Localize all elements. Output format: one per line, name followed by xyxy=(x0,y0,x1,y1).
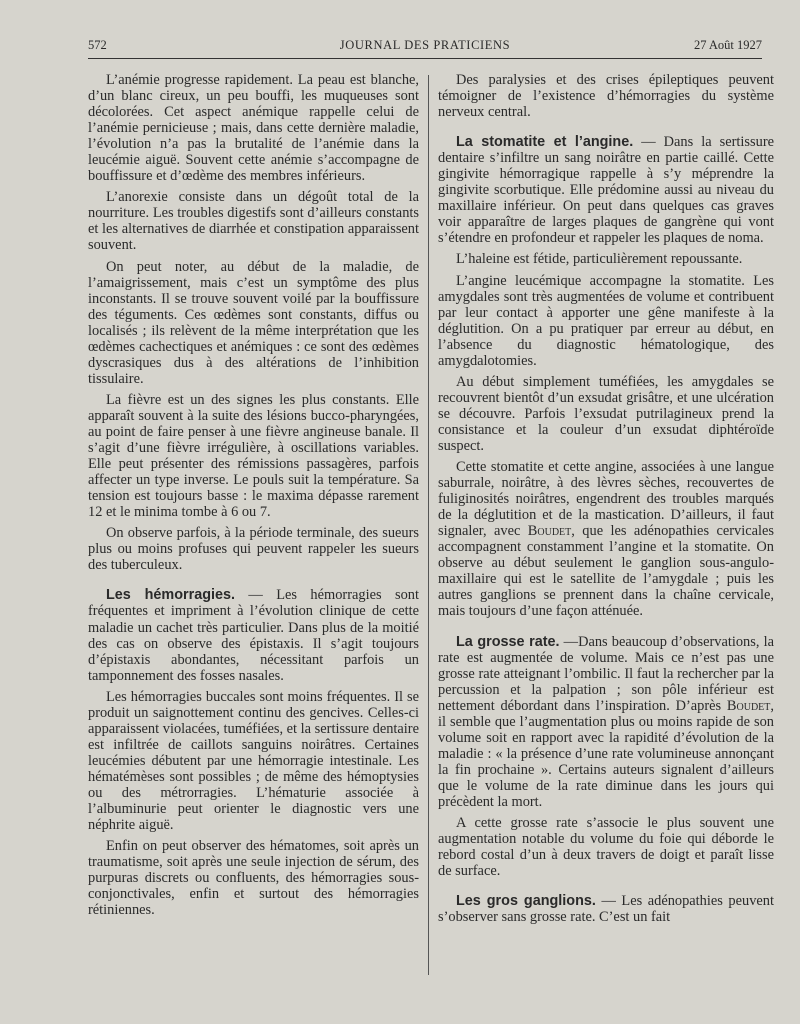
paragraph-gros-ganglions: — Les adénopathies peuvent s’observer sans grosse rate. C’est un fait xyxy=(438,893,774,926)
author-name: Boudet xyxy=(527,523,572,540)
paragraph-adenopathies xyxy=(438,459,774,619)
text-fragment: —Dans beaucoup d’observations, la rate est augmentée de volume. Mais ce n’est pas une grosse rate atteignant l’ombilic. Il faut la rechercher par la percussion et la palpation ; son pôle inférieur est nettement débordant dans l’inspiration. D’après xyxy=(438,633,774,714)
paragraph-hematomes: Enfin on peut observer des hématomes, soit après un traumatisme, soit après une seule injection de sérum, des purpuras discrets ou confluents, des hémorragies sous-conjonctivales, enfin et surtout des hémorragies rétiniennes. xyxy=(88,838,419,919)
journal-title: JOURNAL DES PRATICIENS xyxy=(339,38,511,52)
right-column xyxy=(438,72,774,930)
heading-grosse-rate: La grosse rate. xyxy=(456,633,560,650)
header-rule xyxy=(88,58,762,59)
paragraph-hemorragies-buccales: Les hémorragies buccales sont moins fréquentes. Il se produit un saignottement continu des gencives. Celles-ci apparaissent violacées, tuméfiées, et la sertissure dentaire est infiltrée de caillots sanguins noirâtres. Certaines leucémies débutent par une hémorragie intestinale. Les hématémèses sont possibles ; de même des hémoptysies ou des métrorragies. L’hématurie associée à l’albuminurie peut orienter le diagnostic vers une néphrite aiguë. xyxy=(88,688,419,834)
paragraph-amygdales: Au début simplement tuméfiées, les amygdales se recouvrent bientôt d’un exsudat grisâtre, et une ulcération se découvre. Parfois l’exsudat putrilagineux prend la consistance et la couleur d’un exsudat diphtéroïde suspect. xyxy=(438,373,774,454)
text-fragment: Cette stomatite et cette angine, associées à une langue saburrale, noirâtre, à des lèvres sèches, recouvertes de fuliginosités noirâtres, engendrent des troubles marqués de la déglutition et de la mastication. D’ailleurs, il faut signaler, avec xyxy=(438,459,774,540)
section-grosse-rate xyxy=(438,634,774,811)
issue-date: 27 Août 1927 xyxy=(693,38,762,52)
section-stomatite xyxy=(438,134,774,246)
paragraph-hemorragies: — Les hémorragies sont fréquentes et impriment à l’évolution clinique de cette maladie un cachet très particulier. Dans plus de la moitié des cas on observe des épistaxis. Il s’agit toujours d’épistaxis abondantes, nécessitant parfois un tamponnement des fosses nasales. xyxy=(88,587,419,684)
text-fragment: , que les adénopathies cervicales accompagnent constamment l’angine et la stomatite. On observe au début seulement le ganglion sous-angulo-maxillaire qui est le satellite de l’amygdale ; puis les autres ganglions se prennent dans la chaîne cervicale, mais toujours d’une façon atténuée. xyxy=(438,523,774,620)
paragraph-anemie: L’anémie progresse rapidement. La peau est blanche, d’un blanc cireux, un peu bouffi, les muqueuses sont décolorées. Cet aspect anémique rappelle celui de l’anémie pernicieuse ; mais, dans cette dernière maladie, l’évolution n’a pas la brutalité de l’anémie dans la leucémie aiguë. Souvent cette anémie s’accompagne de bouffissure et d’œdème des membres inférieurs. xyxy=(88,72,419,185)
column-divider xyxy=(428,75,429,975)
section-hemorragies xyxy=(88,587,419,683)
paragraph-fievre: La fièvre est un des signes les plus constants. Elle apparaît souvent à la suite des lésions bucco-pharyngées, au point de faire penser à une fièvre angineuse banale. Il s’agit d’une fièvre irrégulière, à oscillations variables. Elle peut présenter des rémissions passagères, parfois affecter un type inverse. Le pouls suit la température. Sa tension est toujours basse : le maxima dépasse rarement 12 et le minima tombe à 6 ou 7. xyxy=(88,391,419,521)
section-gros-ganglions xyxy=(438,893,774,925)
page-number: 572 xyxy=(88,38,107,52)
running-header xyxy=(88,38,762,58)
author-name: Boudet xyxy=(726,697,771,714)
paragraph-amaigrissement: On peut noter, au début de la maladie, de l’amaigrissement, mais c’est un symptôme des plus inconstants. Il se trouve souvent voilé par la bouffissure des téguments. Ces œdèmes sont constants, diffus ou localisés ; ils relèvent de la même interprétation que les œdèmes cachectiques et anémiques : ce sont des œdèmes dyscrasiques dus à des altérations de l’inhibition tissulaire. xyxy=(88,258,419,387)
heading-hemorragies: Les hémorragies. xyxy=(106,587,235,604)
paragraph-foie: A cette grosse rate s’associe le plus souvent une augmentation notable du volume du foie qui déborde le rebord costal d’un à deux travers de doigt et paraît lisse de surface. xyxy=(438,815,774,880)
heading-stomatite: La stomatite et l’angine. xyxy=(456,134,634,151)
paragraph-sueurs: On observe parfois, à la période terminale, des sueurs plus ou moins profuses qui peuvent rappeler les sueurs des tuberculeux. xyxy=(88,525,419,574)
text-fragment: , il semble que l’augmentation plus ou moins rapide de son volume soit en rapport avec la rapidité d’évolution de la maladie : « la présence d’une rate volumineuse annonçant la fin prochaine ». Certains auteurs signalent d’ailleurs que le volume de la rate diminue dans les jours qui précèdent la mort. xyxy=(438,697,774,810)
paragraph-angine: L’angine leucémique accompagne la stomatite. Les amygdales sont très augmentées de volume et contribuent par leur contact à apporter une gêne manifeste à la déglutition. On a pu pratiquer par erreur au début, en l’absence du diagnostic hématologique, des amygdalotomies. xyxy=(438,272,774,369)
paragraph-haleine: L’haleine est fétide, particulièrement repoussante. xyxy=(456,251,743,268)
paragraph-anorexie: L’anorexie consiste dans un dégoût total de la nourriture. Les troubles digestifs sont d’ailleurs constants et les alternatives de diarrhée et constipation apparaissent souvent. xyxy=(88,189,419,254)
heading-gros-ganglions: Les gros ganglions. xyxy=(456,893,596,910)
left-column xyxy=(88,72,419,923)
paragraph-paralysies: Des paralysies et des crises épileptiques peuvent témoigner de l’existence d’hémorragies du système nerveux central. xyxy=(438,72,774,121)
paragraph-stomatite: — Dans la sertissure dentaire s’infiltre un sang noirâtre en partie caillé. Cette gingivite hémorragique rappelle à s’y méprendre la gingivite scorbutique. Elle prédomine aussi au niveau du maxillaire inférieur. On peut dans quelques cas graves voir apparaître de larges plaques de gangrène qui vont s’étendre en profondeur et rappeler les plaques de noma. xyxy=(438,134,774,247)
